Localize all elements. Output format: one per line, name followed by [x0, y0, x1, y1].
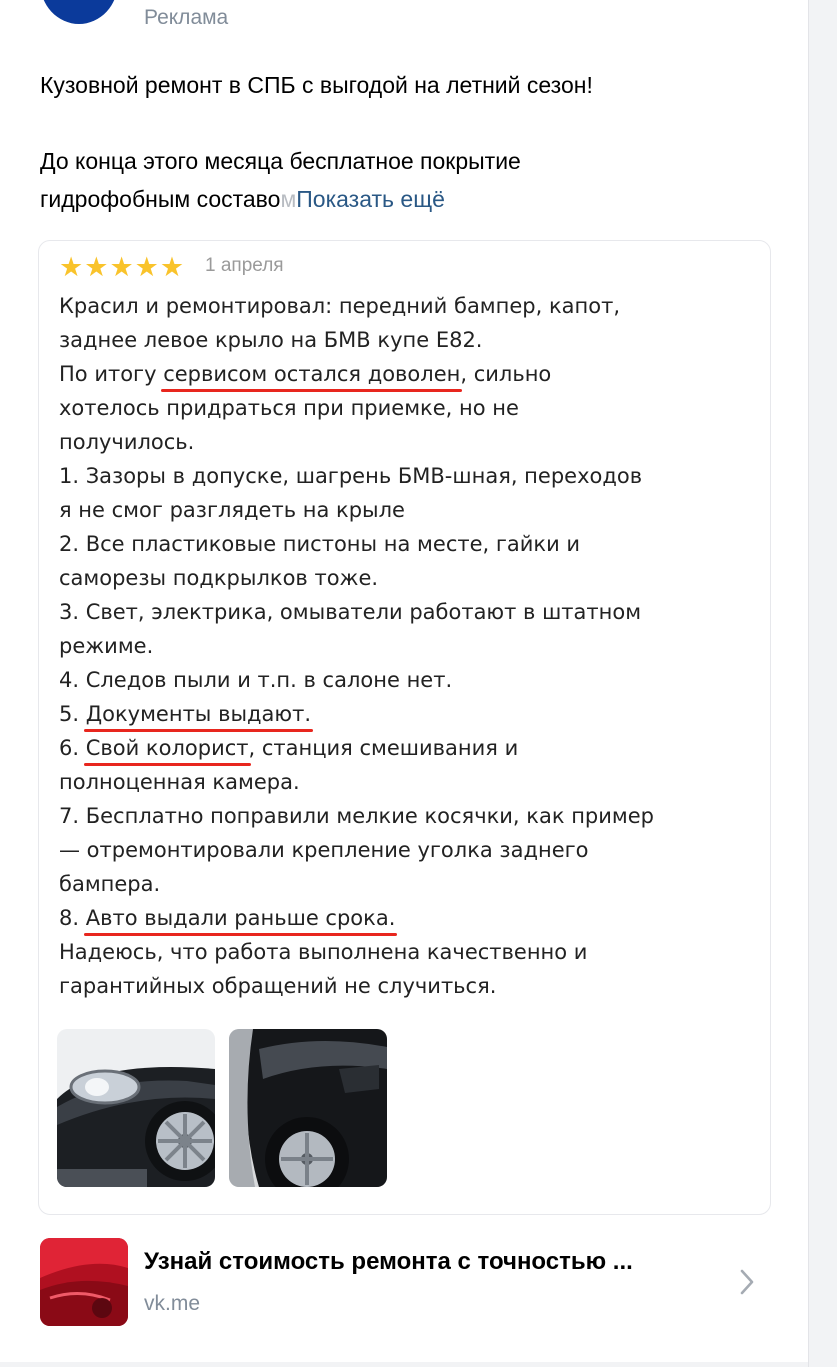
- review-text-segment: заднее левое крыло на БМВ купе Е82.: [59, 328, 483, 352]
- chevron-right-icon[interactable]: [738, 1268, 756, 1296]
- post-body-line-truncated: [40, 184, 780, 214]
- review-text-segment: хотелось придраться при приемке, но не: [59, 396, 519, 420]
- link-title[interactable]: Узнай стоимость ремонта с точностью ...: [144, 1248, 633, 1275]
- review-text-segment: Надеюсь, что работа выполнена качественно и: [59, 940, 588, 964]
- star-icon: ★: [159, 252, 185, 282]
- review-text-segment: По итогу: [59, 362, 164, 386]
- review-text-segment: 4. Следов пыли и т.п. в салоне нет.: [59, 668, 453, 692]
- underlined-phrase: Документы выдают.: [86, 697, 311, 731]
- review-text-segment: 2. Все пластиковые пистоны на месте, гайки и: [59, 532, 581, 556]
- review-text-segment: получилось.: [59, 430, 195, 454]
- link-thumbnail: [40, 1238, 128, 1326]
- review-text-segment: 7. Бесплатно поправили мелкие косячки, как пример: [59, 804, 654, 828]
- post-headline: Кузовной ремонт в СПБ с выгодой на летний сезон!: [40, 72, 593, 98]
- star-icon: ★: [109, 252, 134, 282]
- review-line: [59, 867, 764, 901]
- review-text-segment: режиме.: [59, 634, 154, 658]
- link-domain: vk.me: [144, 1292, 201, 1315]
- star-icon: ★: [84, 252, 109, 282]
- review-text-segment: , сильно: [460, 362, 552, 386]
- review-text-segment: Красил и ремонтировал: передний бампер, капот,: [59, 294, 621, 318]
- review-text-segment: — отремонтировали крепление уголка заднего: [59, 838, 589, 862]
- review-line: [59, 289, 764, 323]
- review-text-segment: я не смог разглядеть на крыле: [59, 498, 405, 522]
- star-icon: ★: [59, 252, 84, 282]
- review-text-segment: гарантийных обращений не случиться.: [59, 974, 497, 998]
- review-line: [59, 901, 764, 935]
- review-line: [59, 799, 764, 833]
- review-line: [59, 493, 764, 527]
- underlined-phrase: Авто выдали раньше срока.: [86, 901, 396, 935]
- review-rating-stars: [59, 253, 184, 281]
- review-line: [59, 561, 764, 595]
- attached-link-card[interactable]: [40, 1238, 780, 1328]
- review-text-segment: 5.: [59, 702, 86, 726]
- show-more-link[interactable]: Показать ещё: [296, 186, 445, 212]
- review-text-segment: 1. Зазоры в допуске, шагрень БМВ-шная, переходов: [59, 464, 643, 488]
- review-line: [59, 697, 764, 731]
- review-line: [59, 459, 764, 493]
- advertiser-avatar[interactable]: [40, 0, 118, 24]
- review-text: [59, 289, 764, 1003]
- underlined-phrase: Свой колорист: [86, 731, 249, 765]
- review-text-segment: саморезы подкрылков тоже.: [59, 566, 379, 590]
- underlined-phrase: сервисом остался доволен: [163, 357, 460, 391]
- review-line: [59, 663, 764, 697]
- post-bottom-edge: [0, 1362, 808, 1367]
- review-line: [59, 935, 764, 969]
- review-line: [59, 765, 764, 799]
- review-line: [59, 731, 764, 765]
- review-text-segment: 3. Свет, электрика, омыватели работают в штатном: [59, 600, 642, 624]
- car-photo-rear[interactable]: [229, 1029, 387, 1187]
- page-scroll-gutter: [808, 0, 837, 1367]
- review-date: 1 апреля: [205, 255, 284, 276]
- review-text-segment: бампера.: [59, 872, 161, 896]
- post-body-line: До конца этого месяца бесплатное покрытие: [40, 148, 521, 174]
- review-text-segment: 8.: [59, 906, 86, 930]
- review-line: [59, 833, 764, 867]
- car-photo-front[interactable]: [57, 1029, 215, 1187]
- review-line: [59, 629, 764, 663]
- review-line: [59, 323, 764, 357]
- ad-label: Реклама: [144, 6, 229, 29]
- post-body-text: гидрофобным составо: [40, 186, 281, 212]
- review-text-segment: , станция смешивания и: [248, 736, 519, 760]
- review-line: [59, 527, 764, 561]
- review-line: [59, 391, 764, 425]
- review-text-segment: 6.: [59, 736, 86, 760]
- review-text-segment: полноценная камера.: [59, 770, 300, 794]
- review-screenshot-card[interactable]: [38, 240, 771, 1215]
- review-line: [59, 595, 764, 629]
- star-icon: ★: [134, 252, 159, 282]
- review-line: [59, 969, 764, 1003]
- review-line: [59, 425, 764, 459]
- post-body-fade: м: [280, 186, 297, 212]
- review-line: [59, 357, 764, 391]
